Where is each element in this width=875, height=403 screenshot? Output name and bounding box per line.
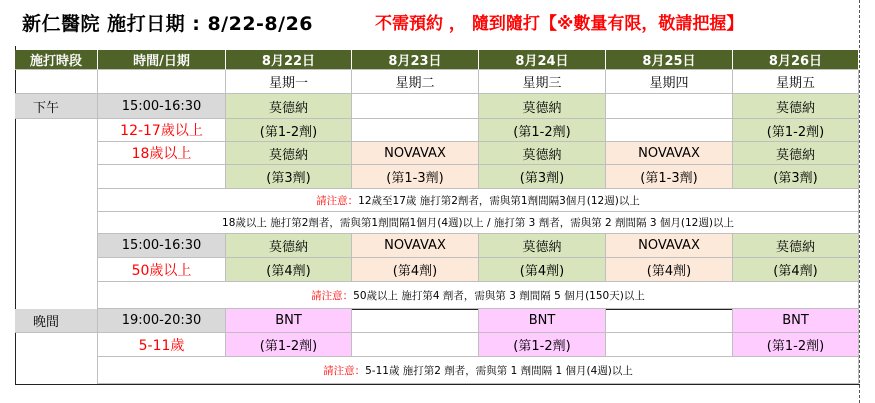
note-row <box>98 282 859 309</box>
note-text: 5-11歲 施打第2 劑者，需與第 1 劑間隔 1 個月(4週)以上 <box>365 364 633 377</box>
vaccine-name: 莫德納 <box>479 94 606 119</box>
vaccine-dose: (第1-2劑) <box>226 119 352 142</box>
table-frame-bottom <box>15 384 860 385</box>
vaccine-dose: (第3劑) <box>479 165 606 189</box>
slot-spacer <box>15 333 98 384</box>
vaccine-dose: (第3劑) <box>733 165 859 189</box>
vaccine-dose: (第1-2劑) <box>479 333 606 357</box>
header-date: 8月24日 <box>479 50 606 70</box>
vaccine-name: 莫德納 <box>479 234 606 258</box>
vaccine-name: BNT <box>226 309 352 333</box>
note-text: 18歲以上 施打第2劑者，需與第1劑間隔1個月(4週)以上 / 施打第 3 劑者，需與第 2 劑間隔 3 個月(12週)以上 <box>222 217 734 229</box>
header-weekday: 星期五 <box>733 70 859 94</box>
vaccine-name: NOVAVAX <box>606 142 733 165</box>
slot-label-evening: 晚間 <box>15 309 98 333</box>
vaccine-name: 莫德納 <box>226 94 352 119</box>
page-break-line <box>859 0 860 403</box>
header-date: 8月26日 <box>733 50 859 70</box>
vaccine-name: 莫德納 <box>733 234 859 258</box>
empty-cell <box>352 94 479 119</box>
empty-cell <box>98 165 226 189</box>
vaccine-name: 莫德納 <box>226 142 352 165</box>
page-title: 新仁醫院 施打日期 : 8/22-8/26 <box>22 13 314 35</box>
vaccine-name: 莫德納 <box>479 142 606 165</box>
vaccine-dose: (第4劑) <box>352 258 479 282</box>
vaccine-name: NOVAVAX <box>606 234 733 258</box>
header-date: 8月25日 <box>606 50 733 70</box>
time-range: 15:00-16:30 <box>98 234 226 258</box>
vaccine-dose: (第4劑) <box>226 258 352 282</box>
vaccine-name: 莫德納 <box>733 94 859 119</box>
vaccine-name: NOVAVAX <box>352 142 479 165</box>
empty-cell <box>352 119 479 142</box>
vaccine-dose: (第4劑) <box>606 258 733 282</box>
vaccine-dose: (第1-2劑) <box>226 333 352 357</box>
vaccine-name: NOVAVAX <box>352 234 479 258</box>
vaccine-name: 莫德納 <box>226 234 352 258</box>
note-label: 請注意： <box>311 289 354 302</box>
walk-in-notice: 不需預約 ， 隨到隨打【※數量有限，敬請把握】 <box>375 14 744 34</box>
vaccine-dose: (第1-3劑) <box>352 165 479 189</box>
vaccine-dose: (第4劑) <box>733 258 859 282</box>
header-date: 8月23日 <box>352 50 479 70</box>
age-group: 18歲以上 <box>98 142 226 165</box>
empty-cell <box>352 333 479 357</box>
vaccine-dose: (第4劑) <box>479 258 606 282</box>
header-slot: 施打時段 <box>15 50 98 70</box>
empty-cell <box>98 70 226 94</box>
vaccine-dose: (第1-3劑) <box>606 165 733 189</box>
vaccine-name: BNT <box>479 309 606 333</box>
vaccine-dose: (第1-2劑) <box>733 333 859 357</box>
time-range: 15:00-16:30 <box>98 94 226 119</box>
empty-cell <box>606 94 733 119</box>
header-weekday: 星期三 <box>479 70 606 94</box>
header-weekday: 星期一 <box>226 70 352 94</box>
note-text: 12歲至17歲 施打第2劑者，需與第1劑間隔3個月(12週)以上 <box>358 194 640 207</box>
empty-cell <box>606 333 733 357</box>
note-label: 請注意： <box>316 194 359 207</box>
note-row <box>98 357 859 384</box>
note-row <box>98 189 859 212</box>
header-weekday: 星期四 <box>606 70 733 94</box>
slot-label-afternoon: 下午 <box>15 94 98 119</box>
age-group: 50歲以上 <box>98 258 226 282</box>
empty-cell <box>606 309 733 333</box>
empty-cell <box>606 119 733 142</box>
vaccine-dose: (第1-2劑) <box>479 119 606 142</box>
header-weekday: 星期二 <box>352 70 479 94</box>
empty-cell <box>352 309 479 333</box>
note-label: 請注意： <box>323 364 366 377</box>
header-date: 8月22日 <box>226 50 352 70</box>
vaccine-name: BNT <box>733 309 859 333</box>
slot-spacer <box>15 119 98 309</box>
header-time-date: 時間/日期 <box>98 50 226 70</box>
vaccine-name: 莫德納 <box>733 142 859 165</box>
empty-cell <box>15 70 98 94</box>
note-text: 50歲以上 施打第4 劑者，需與第 3 劑間隔 5 個月(150天)以上 <box>353 289 645 302</box>
vaccine-dose: (第1-2劑) <box>733 119 859 142</box>
age-group: 5-11歲 <box>98 333 226 357</box>
vaccine-dose: (第3劑) <box>226 165 352 189</box>
time-range: 19:00-20:30 <box>98 309 226 333</box>
note-row <box>98 212 859 234</box>
age-group: 12-17歲以上 <box>98 119 226 142</box>
